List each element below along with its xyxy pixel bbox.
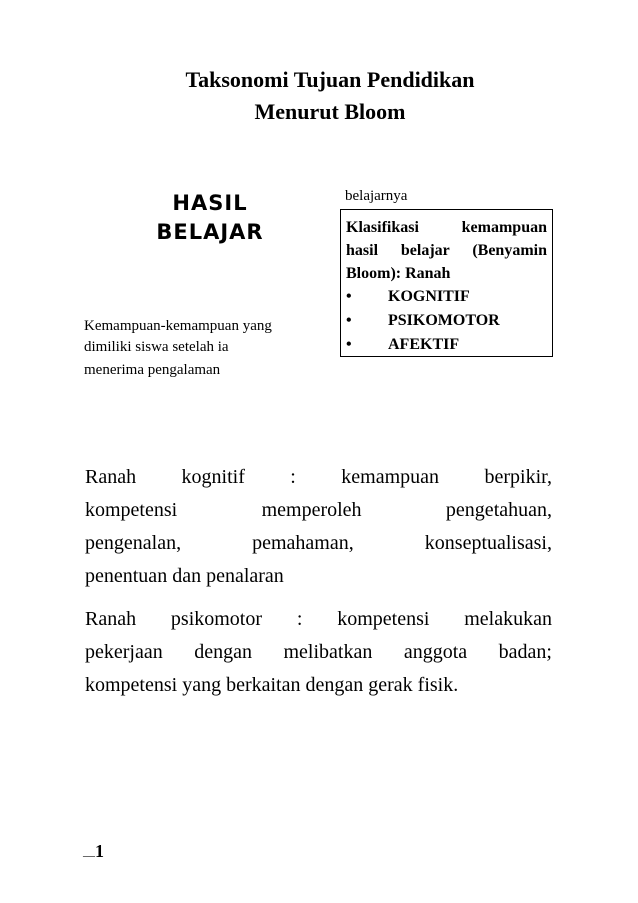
page-title-line-2: Menurut Bloom xyxy=(254,99,406,124)
bullet-icon: • xyxy=(346,312,352,329)
page-number-value: 1 xyxy=(95,841,104,861)
hasil-belajar-continuation: belajarnya xyxy=(345,188,408,204)
hasil-belajar-description-line: dimiliki siswa setelah ia xyxy=(84,339,229,355)
page-number-marker: — xyxy=(83,848,95,862)
paragraph-ranah-kognitif xyxy=(85,461,552,593)
klasifikasi-line: Klasifikasi kemampuan xyxy=(346,219,547,236)
paragraph-line: pengenalan, pemahaman, konseptualisasi, xyxy=(85,532,552,554)
klasifikasi-line: hasil belajar (Benyamin xyxy=(346,242,547,259)
page-number xyxy=(83,840,104,866)
paragraph-line: kompetensi yang berkaitan dengan gerak fisik. xyxy=(85,674,459,696)
ranah-item-psikomotor xyxy=(346,309,547,333)
klasifikasi-box xyxy=(340,209,553,357)
ranah-item-label: AFEKTIF xyxy=(388,336,460,353)
page-title-line-1: Taksonomi Tujuan Pendidikan xyxy=(185,67,475,92)
hasil-belajar-heading-line-2: BELAJAR xyxy=(156,220,264,244)
hasil-belajar-heading-line-1: HASIL xyxy=(172,191,248,215)
paragraph-line: Ranah psikomotor : kompetensi melakukan xyxy=(85,608,552,630)
paragraph-line: kompetensi memperoleh pengetahuan, xyxy=(85,499,552,521)
paragraph-line: penentuan dan penalaran xyxy=(85,565,284,587)
ranah-item-label: PSIKOMOTOR xyxy=(388,312,500,329)
bullet-icon: • xyxy=(346,336,352,353)
hasil-belajar-description-line: Kemampuan-kemampuan yang xyxy=(84,318,272,334)
bullet-icon: • xyxy=(346,288,352,305)
ranah-item-afektif xyxy=(346,333,547,357)
paragraph-ranah-psikomotor xyxy=(85,603,552,702)
ranah-item-kognitif xyxy=(346,285,547,309)
klasifikasi-line: Bloom): Ranah xyxy=(346,265,451,282)
hasil-belajar-description-line: menerima pengalaman xyxy=(84,362,221,378)
paragraph-line: pekerjaan dengan melibatkan anggota badan; xyxy=(85,641,552,663)
ranah-item-label: KOGNITIF xyxy=(388,288,470,305)
paragraph-line: Ranah kognitif : kemampuan berpikir, xyxy=(85,466,552,488)
